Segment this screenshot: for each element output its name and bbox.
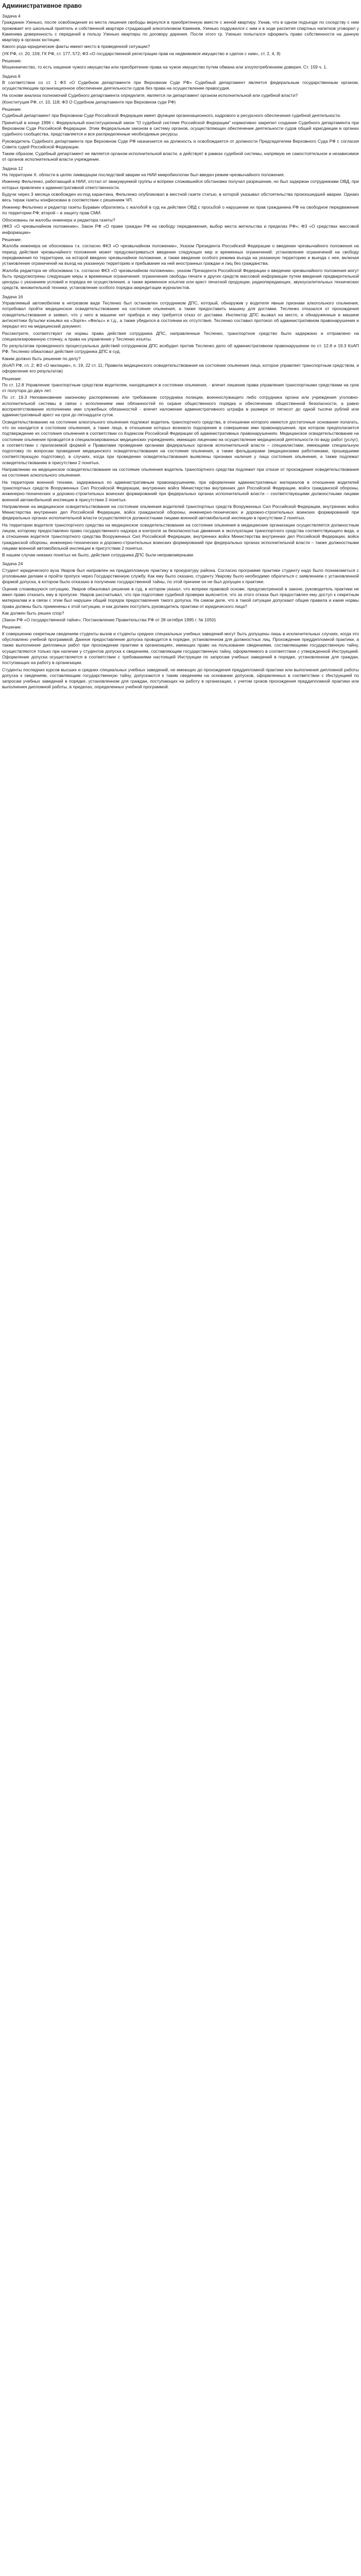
- paragraph: Каким должно быть решение по делу?: [2, 355, 81, 361]
- section-label: Обоснованы ли жалобы инженера и редактора газеты?: [2, 217, 115, 223]
- paragraph: Руководитель Судебного департамента при Верховном Суде РФ назначается на должность и освобождается от должности Председателем Верховного Суда РФ с согласия Совета судей Российской Федерации.: [2, 138, 359, 149]
- paragraph: Таким образом, Судебный департамент не является органом исполнительной власти, а действует в рамках судебной системы, напрямую не самостоятельное и независимое от органов исполнительной власти учреждение.: [2, 151, 359, 162]
- paragraph: Будучи через 3 месяца освобожден из-под карантина, Фельгенко опубликовал в местной газете статью, в которой указывал обстоятельства произошедшей аварии. Однако весь тираж газеты конфискован в соответствии с решением ЧП.: [2, 191, 359, 203]
- paragraph: В соответствии со ст. 1 ФЗ «О Судебном департаменте при Верховном Суде РФ» Судебный департамент является федеральным государственным органом, осуществляющим организационное обеспечение деятельности судов без права на осуществление правосудия.: [2, 79, 359, 91]
- paragraph: К совершению секретным сведениям студенты вызов и студенты средних специальных учебных заведений могут быть допущены лишь в исключительных случаях, когда это обусловлено учебной программой. Данное предоставление допуска проводится в порядке, установленном для должностных лиц. Прохождение преддипломной практики, а также выполнение дипломных работ при прохождении практики в организациях, имеющих право на пользование сведениями, составляющими государственную тайну, осуществляются только при наличии у студентов допуска к сведениям, составляющим государственную тайну, оформляемого в соответствии с утвержденной Инструкцией. Оформление допуска осуществляется в соответствии с требованиями настоящей Инструкции по запросам учебных заведений в порядке, установленном для граждан, поступающих на работу в организации.: [2, 631, 359, 666]
- task-section: [2, 166, 359, 291]
- paragraph: Освидетельствованию на состояние алкогольного опьянения подлежат водитель транспортного средства, в отношении которого имеются достаточные основания полагать, что он находится в состоянии опьянения, а также лица, в отношении которых возникло подозрение в совершении ими правонарушения, при котором предполагается подтверждение их состояния опьянения в соответствии со Кодексом Российской Федерации об административных правонарушениях. Медицинское освидетельствование на состояние опьянения проводится в специализированных медицинских учреждениях, имеющих лицензию на осуществление медицинской деятельности по виду работ (услуг), в соответствии с прилагаемой формой и Правилами проведения органами федеральных органов исполнительной власти – специалистами, имеющими специальную подготовку по вопросам проведения медицинского освидетельствования на состояние опьянения, а также фельдшерами (медицинскими работниками, прошедшими соответствующую подготовку), в случаях, когда при проведении освидетельствования выявлены признаки наличия у лица состояния опьянения, а также подлежат освидетельствованию в присутствии 2 понятых.: [2, 419, 359, 465]
- paragraph: На территории водителя транспортного средства на медицинское освидетельствование на состояние опьянения в медицинские организации осуществляется должностным лицом, которому предоставлено право государственного надзора и контроля за безопасностью движения и эксплуатации транспортного средства соответствующего вида, а в отношении водителя транспортного средства Вооруженных Сил Российской Федерации, внутренних войск Министерства внутренних дел Российской Федерации, войск гражданской обороны, инженерно-технических и дорожно-строительных воинских формирований при федеральных органах исполнительной власти – также должностными лицами военной автомобильной инспекции в присутствии 2 понятых.: [2, 522, 359, 551]
- task-title: Задача 24: [2, 561, 23, 567]
- document-page: [0, 0, 361, 694]
- paragraph: Мошенничество, то есть хищение чужого имущества или приобретение права на чужое имущество путем обмана или злоупотреблением доверия. Ст. 159 ч. 1.: [2, 64, 328, 70]
- paragraph: На территории военной техники, задержанных по административным правонарушениям, при оформлении административных материалов в отношении водителей транспортных средств Вооруженных Сил Российской Федерации, внутренних войск Министерства внутренних дел Российской Федерации, войск гражданской обороны, инженерно-технических и дорожно-строительных воинских формирований при федеральных органах исполнительной власти – соответствующими должностными лицами военной автомобильной инспекции в присутствии 2 понятых.: [2, 479, 359, 502]
- task-list: [2, 13, 359, 690]
- paragraph: (УК РФ, ст. 20, 159; ГК РФ, ст. 177, 572; ФЗ «О государственной регистрации прав на недвижимое имущество и сделок с ним», ст. 2, 4, 9): [2, 50, 281, 56]
- paragraph: Оценив сложившуюся ситуацию, Уваров обжаловал решение в суд, в котором указал, что вопреки правовой основе, предусмотренной в законе, руководитель практики не имел право отказать ему в пропуске. Уваров рассчитывал, что при подготовке судебной проверки выяснится, что за этого отказа был предоставлен ему доступ к секретным материалам и в связи с этим был нарушен общий порядок предоставления такого допуска. На самом деле, что в такой ситуации допускают общие правила и какие нормы права должны быть применены к этой ситуации, и как должен поступить руководитель практики от юридического лица?: [2, 586, 359, 609]
- paragraph: Судебный департамент при Верховном Суде Российской Федерации имеет функции организационного, кадрового и ресурсного обеспечения судебной деятельности.: [2, 113, 341, 118]
- task-title: Задача 8: [2, 73, 21, 79]
- paragraph: Жалоба инженера не обоснована т.к. согласно ФКЗ «О чрезвычайном положении», Указом Президента Российской Федерации о введении чрезвычайного положения на период действия чрезвычайного положения может предусматриваться введение следующих мер и временных ограничений: установление ограничений на свободу передвижения по территории, на которой введено чрезвычайное положение, а также введение особого режима въезда на указанную территорию и выезда с нее, включая установление ограничений на въезд на указанную территорию и пребывание на ней иностранных граждан и лиц без гражданства.: [2, 243, 359, 266]
- paragraph: По ст. 19.3 Неповиновение законному распоряжению или требованию сотрудника полиции, военнослужащего либо сотрудника органа или учреждения уголовно-исполнительной системы в связи с исполнением ими обязанностей по охране общественного порядка и обеспечению общественной безопасности, а равно воспрепятствование исполнению ими служебных обязанностей - влечет наложение административного штрафа в размере от пятисот до одной тысячи рублей или административный арест на срок до пятнадцати суток.: [2, 395, 359, 418]
- section-label: Решение:: [2, 107, 22, 112]
- paragraph: Инженер Фельгенко, работающий в НИИ, отстал от эвакуируемой группы и вопреки сложившейся обстановки получил разрешение, но был задержан сотрудниками ОВД, при которых привлечен к административной ответственности.: [2, 179, 359, 190]
- task-section: [2, 74, 359, 163]
- paragraph: На основе анализа полномочий Судебного департамента определите, является ли департамент органом исполнительной или судебной власти?: [2, 92, 298, 98]
- paragraph: Рассмотрите, соответствуют ли нормы права действия сотрудника ДПС, направленные Тесленко, транспортное средство было задержано и отправлено на специализированную стоянку, а права на управление у Тесленко изъяты.: [2, 330, 359, 342]
- paragraph: Управляемый автомобилем в нетрезвом виде Тесленко был остановлен сотрудником ДПС, который, обнаружив у водителя явные признаки алкогольного опьянения, потребовал пройти медицинское освидетельствование на состояние опьянения, а также предоставить машину для доставки. Тесленко отказался от прохождения освидетельствования и заявил, что у него в машине нет прибора и ему требуется отказ от доставки. Инспектор ДПС вызвал на место, и обнаруженные в машине антисептики бутылки коньяка на «Зорге» «Фельс» и т.д., а также убедился в состоянии их отсутствия. Тесленко составил протокол об административном правонарушении и передал его на медицинский документ.: [2, 300, 359, 329]
- task-title: Задача 12: [2, 165, 23, 171]
- paragraph: Принятый в конце 1996 г. Федеральный конституционный закон "О судебной системе Российской Федерации" нормативно закрепил создание Судебного департамента при Верховном Суде Российской Федерации. Этим Федеральным законом в систему органов, осуществляющих обеспечение деятельности судов общей юрисдикции в органах судебного сообщества, представляется и вся распределенные необходимые ресурсы.: [2, 120, 359, 137]
- paragraph: Какого рода юридические факты имеют место в приведенной ситуации?: [2, 44, 150, 49]
- section-label: Решение:: [2, 376, 22, 381]
- section-label: Решение:: [2, 237, 22, 243]
- paragraph: В нашем случае никаких понятых не было, действия сотрудника ДПС были неправомерными.: [2, 552, 195, 558]
- paragraph: (Закон РФ «О государственной тайне»; Постановление Правительства РФ от 28 октября 1995 г. № 1050): [2, 617, 216, 623]
- paragraph: На территории Х. области в целях ликвидации последствий аварии на НИИ микробиологии был введен режим чрезвычайного положения.: [2, 172, 285, 178]
- paragraph: Как должен быть решен спор?: [2, 610, 64, 616]
- section-label: Решение:: [2, 58, 22, 64]
- paragraph: Инженер Фельгенко и редактор газеты Буравин обратились с жалобой в суд на действия ОВД с просьбой о нарушении их прав гражданина РФ на свободное передвижение по территории РФ; второй – в защиту прав СМИ.: [2, 204, 359, 215]
- paragraph: (Конституция РФ, ст. 10, 118; ФЗ О Судебном департаменте при Верховном суде РФ): [2, 99, 176, 105]
- section-label: Решение:: [2, 624, 22, 630]
- task-section: [2, 294, 359, 558]
- task-section: [2, 561, 359, 690]
- paragraph: Студент юридического вуза Уваров был направлен на преддипломную практику в прокуратуру района. Согласно программе практики студенту надо было познакомиться с уголовными делами и пройти пропуск через Государственную службу. Как ему было сказано, студенту Уварову было необходимо обратиться с заявлением с установленной формой допуска, в котором было отказано в получении государственной тайны, по этой причине он не был допущен к практике.: [2, 567, 359, 585]
- paragraph: Студенты последних курсов высших и средних специальных учебных заведений, не имеющих до прохождения преддипломной практики или выполнения дипломной работы допуска к сведениям, составляющим государственную тайну, допускаются к таким сведениям на основании допусков, оформленных в соответствии с Инструкцией по запросам учебных заведений в порядке, установленном для граждан, поступающих на работу в организации, с учетом сроков прохождения преддипломной практики или выполнения дипломной работы, в пределах, определенных учебной программой.: [2, 667, 359, 690]
- task-title: Задача 16: [2, 294, 23, 299]
- paragraph: По ст. 12.8 Управление транспортным средством водителем, находящимся в состоянии опьянения, - влечет лишение права управления транспортными средствами на срок от полутора до двух лет.: [2, 382, 359, 394]
- paragraph: (КоАП РФ, гл. 2; ФЗ «О милиции», п. 19, 22 ст. 11; Правила медицинского освидетельствования на состояние опьянения лица, которое управляет транспортным средством, и оформление его результатов): [2, 362, 359, 374]
- page-title: Административное право: [2, 2, 82, 9]
- paragraph: Гражданин Узенько, после освобождения из места лишения свободы вернулся в приобретенную вместе с женой квартиру. Узнав, что в одном подъезде по соседству с ним проживает его школьный приятель и собственной квартире страдающий алкоголизмом Каменев, Узенько подружился с ним и в ходе распития спиртных напитков уговорил у Каменева доверенность с передачей в пользу Узенько квартиры по договору дарения. После этого гр. Узенько попытался оформить право собственности на данную квартиру в органах юстиции.: [2, 20, 359, 43]
- paragraph: (ФКЗ «О чрезвычайном положении»; Закон РФ «О праве граждан РФ на свободу передвижения, выбор места жительства и пределах РФ»; ФЗ «О средствах массовой информации»: [2, 224, 359, 235]
- paragraph: Жалоба редактора не обоснована т.к. согласно ФКЗ «О чрезвычайном положении», указом Президента Российской Федерации о введении чрезвычайного положения могут быть предусмотрены следующие меры и временные ограничения: ограничения свободы печати и других средств массовой информации путем введения предварительной цензуры с указанием условий и порядка ее осуществления, а также временное изъятие или арест печатной продукции, радиопередающих, звукоусилительных технических средств, множительной техники, установление особого порядка аккредитации журналистов.: [2, 267, 359, 291]
- paragraph: По результатам проведенного процессуальных действий сотрудником ДПС возбудил против Тесленко дело об административном правонарушении по ст. 12.8 и 19.3 КоАП РФ. Тесленко обжаловал действия сотрудника ДПС в суд.: [2, 343, 359, 354]
- paragraph: Направление на медицинское освидетельствование на состояние опьянения водителей транспортных средств Вооруженных Сил Российской Федерации, внутренних войск Министерства внутренних дел Российской Федерации, войск гражданской обороны, инженерно-технических и дорожно-строительных воинских формирований при федеральных органах исполнительной власти осуществляется должностными лицами военной автомобильной инспекции в присутствии 2 понятых.: [2, 503, 359, 521]
- task-title: Задача 4: [2, 13, 21, 19]
- task-section: [2, 13, 359, 71]
- paragraph: Направлению на медицинское освидетельствование на состояние опьянения водитель транспортного средства подлежит при отказе от прохождения освидетельствования на состояние алкогольного опьянения.: [2, 467, 359, 478]
